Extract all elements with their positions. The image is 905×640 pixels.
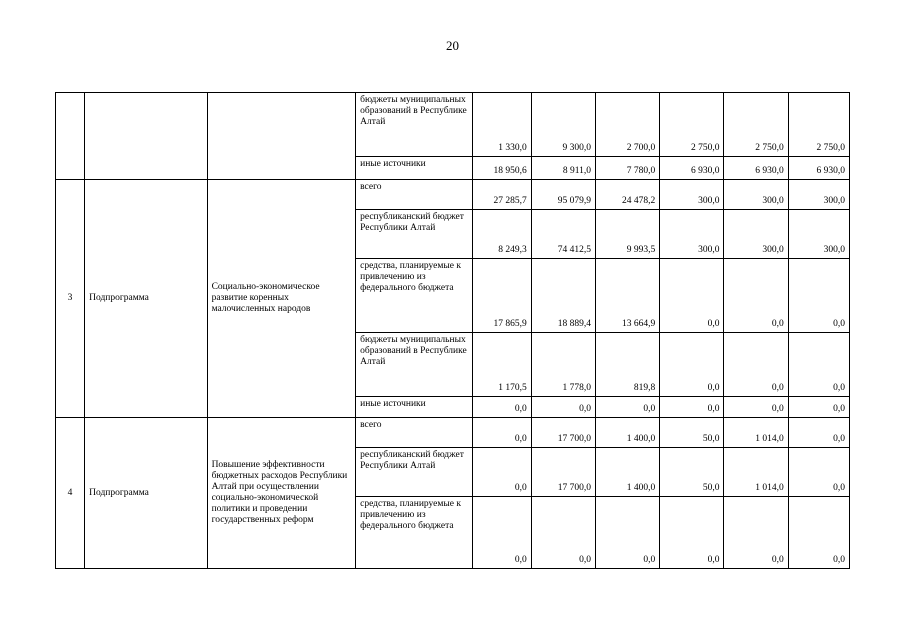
value-cell: 18 950,6	[472, 157, 531, 180]
value-cell: 0,0	[788, 497, 849, 569]
funding-source: республиканский бюджет Республики Алтай	[356, 448, 472, 497]
value-cell: 0,0	[724, 259, 788, 333]
value-cell: 50,0	[660, 418, 724, 448]
table-row	[56, 93, 850, 157]
value-cell: 0,0	[531, 397, 595, 418]
row-number-cell: 3	[56, 180, 85, 418]
value-cell: 0,0	[788, 397, 849, 418]
value-cell: 0,0	[660, 333, 724, 397]
value-cell: 9 993,5	[596, 210, 660, 259]
value-cell: 2 750,0	[660, 93, 724, 157]
value-cell: 300,0	[788, 210, 849, 259]
value-cell: 1 330,0	[472, 93, 531, 157]
value-cell: 1 400,0	[596, 448, 660, 497]
value-cell: 9 300,0	[531, 93, 595, 157]
program-name-cell	[207, 93, 356, 180]
funding-source: всего	[356, 418, 472, 448]
value-cell: 24 478,2	[596, 180, 660, 210]
value-cell: 0,0	[724, 497, 788, 569]
value-cell: 8 911,0	[531, 157, 595, 180]
program-name-cell: Повышение эффективности бюджетных расходов Республики Алтай при осуществлении социально-экономической политики и проведении государственных реформ	[207, 418, 356, 569]
value-cell: 2 750,0	[724, 93, 788, 157]
table-row	[56, 180, 850, 210]
value-cell: 0,0	[596, 397, 660, 418]
funding-source: бюджеты муниципальных образований в Республике Алтай	[356, 93, 472, 157]
value-cell: 0,0	[472, 418, 531, 448]
funding-source: бюджеты муниципальных образований в Республике Алтай	[356, 333, 472, 397]
value-cell: 0,0	[660, 497, 724, 569]
value-cell: 0,0	[660, 259, 724, 333]
value-cell: 300,0	[788, 180, 849, 210]
funding-source: средства, планируемые к привлечению из федерального бюджета	[356, 497, 472, 569]
program-kind-cell: Подпрограмма	[85, 418, 207, 569]
value-cell: 2 750,0	[788, 93, 849, 157]
value-cell: 0,0	[788, 418, 849, 448]
value-cell: 819,8	[596, 333, 660, 397]
value-cell: 0,0	[596, 497, 660, 569]
funding-source: иные источники	[356, 157, 472, 180]
value-cell: 27 285,7	[472, 180, 531, 210]
value-cell: 1 778,0	[531, 333, 595, 397]
value-cell: 1 014,0	[724, 418, 788, 448]
value-cell: 1 170,5	[472, 333, 531, 397]
value-cell: 18 889,4	[531, 259, 595, 333]
value-cell: 8 249,3	[472, 210, 531, 259]
value-cell: 6 930,0	[724, 157, 788, 180]
value-cell: 74 412,5	[531, 210, 595, 259]
funding-source: средства, планируемые к привлечению из федерального бюджета	[356, 259, 472, 333]
value-cell: 0,0	[660, 397, 724, 418]
value-cell: 6 930,0	[660, 157, 724, 180]
value-cell: 95 079,9	[531, 180, 595, 210]
funding-source: республиканский бюджет Республики Алтай	[356, 210, 472, 259]
value-cell: 300,0	[660, 180, 724, 210]
value-cell: 0,0	[531, 497, 595, 569]
value-cell: 0,0	[472, 448, 531, 497]
page-number: 20	[446, 38, 459, 53]
value-cell: 0,0	[788, 259, 849, 333]
value-cell: 2 700,0	[596, 93, 660, 157]
value-cell: 300,0	[660, 210, 724, 259]
budget-table	[55, 92, 850, 569]
value-cell: 50,0	[660, 448, 724, 497]
value-cell: 17 700,0	[531, 448, 595, 497]
value-cell: 6 930,0	[788, 157, 849, 180]
row-number-cell: 4	[56, 418, 85, 569]
value-cell: 1 400,0	[596, 418, 660, 448]
value-cell: 0,0	[472, 397, 531, 418]
value-cell: 17 865,9	[472, 259, 531, 333]
value-cell: 0,0	[472, 497, 531, 569]
value-cell: 300,0	[724, 210, 788, 259]
value-cell: 7 780,0	[596, 157, 660, 180]
program-kind-cell	[85, 93, 207, 180]
value-cell: 300,0	[724, 180, 788, 210]
row-number-cell	[56, 93, 85, 180]
table-row	[56, 418, 850, 448]
value-cell: 0,0	[788, 448, 849, 497]
value-cell: 0,0	[724, 397, 788, 418]
value-cell: 0,0	[788, 333, 849, 397]
program-name-cell: Социально-экономическое развитие коренных малочисленных народов	[207, 180, 356, 418]
value-cell: 13 664,9	[596, 259, 660, 333]
value-cell: 1 014,0	[724, 448, 788, 497]
value-cell: 17 700,0	[531, 418, 595, 448]
funding-source: всего	[356, 180, 472, 210]
value-cell: 0,0	[724, 333, 788, 397]
funding-source: иные источники	[356, 397, 472, 418]
program-kind-cell: Подпрограмма	[85, 180, 207, 418]
